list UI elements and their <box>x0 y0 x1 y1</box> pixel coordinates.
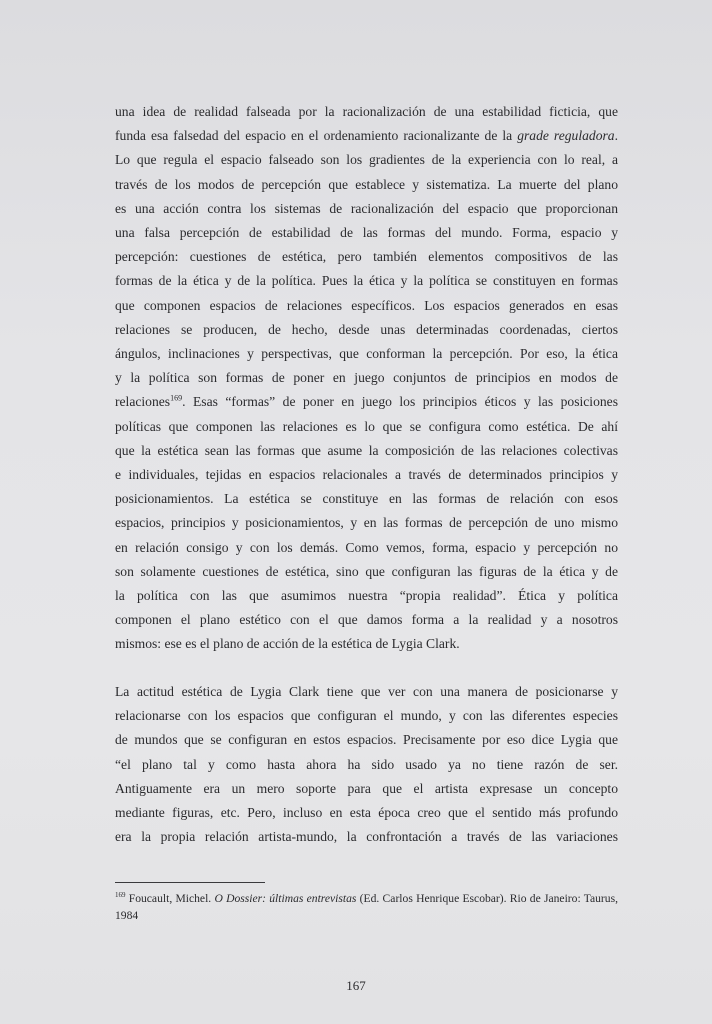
text-line: funda esa falsedad del espacio en el ordenamiento racionalizante de la grade reguladora. <box>115 128 618 144</box>
text-line: y la política son formas de poner en juego conjuntos de principios en modos de <box>115 370 618 386</box>
text-line: través de los modos de percepción que establece y sistematiza. La muerte del plano <box>115 176 618 192</box>
text-line: que componen espacios de relaciones específicos. Los espacios generados en esas <box>115 297 618 313</box>
text-line: percepción: cuestiones de estética, pero también elementos compositivos de las <box>115 249 618 265</box>
footnote <box>115 890 618 924</box>
page-number: 167 <box>346 978 366 993</box>
text-line: políticas que componen las relaciones es lo que se configura como estética. De ahí <box>115 418 618 434</box>
footnote-title: O Dossier: últimas entrevistas <box>214 892 357 905</box>
text-line: una idea de realidad falseada por la racionalización de una estabilidad ficticia, que <box>115 104 618 119</box>
text-line: es una acción contra los sistemas de racionalización del espacio que proporcionan <box>115 200 618 216</box>
text-line: mismos: ese es el plano de acción de la estética de Lygia Clark. <box>115 636 460 652</box>
text-line: que la estética sean las formas que asume la composición de las relaciones colectivas <box>115 442 618 458</box>
footnote-reference[interactable]: 169 <box>170 393 183 403</box>
footnote-author: Foucault, Michel. <box>125 892 215 905</box>
text-line: la política con las que asumimos nuestra “propia realidad”. Ética y política <box>115 588 618 604</box>
text-line: una falsa percepción de estabilidad de las formas del mundo. Forma, espacio y <box>115 225 618 241</box>
text-line: son solamente cuestiones de estética, sino que configuran las figuras de la ética y de <box>115 563 618 579</box>
text-line: posicionamientos. La estética se constituye en las formas de relación con esos <box>115 491 618 507</box>
text-line: e individuales, tejidas en espacios relacionales a través de determinados principios y <box>115 467 618 483</box>
footnote-divider <box>115 882 265 883</box>
text-line: formas de la ética y de la política. Pues la ética y la política se constituyen en formas <box>115 273 618 289</box>
body-paragraph-1 <box>115 100 618 657</box>
text-line: La actitud estética de Lygia Clark tiene que ver con una manera de posicionarse y <box>115 684 618 699</box>
text-line: Lo que regula el espacio falseado son los gradientes de la experiencia con lo real, a <box>115 152 618 168</box>
text-line: relaciones se producen, de hecho, desde unas determinadas coordenadas, ciertos <box>115 321 618 337</box>
text-line: de mundos que se configuran en estos espacios. Precisamente por eso dice Lygia que <box>115 732 618 748</box>
text-line: en relación consigo y con los demás. Como vemos, forma, espacio y percepción no <box>115 539 618 555</box>
italic-term: grade reguladora <box>517 128 615 144</box>
text-line: espacios, principios y posicionamientos, y en las formas de percepción de uno mismo <box>115 515 618 531</box>
footnote-publication: (Ed. Carlos Henrique Escobar). Rio de Janeiro: Taurus, 1984 <box>115 892 618 922</box>
body-paragraph-2 <box>115 680 618 849</box>
text-line: componen el plano estético con el que damos forma a la realidad y a nosotros <box>115 612 618 628</box>
footnote-number: 169 <box>115 891 126 900</box>
text-line: relacionarse con los espacios que configuran el mundo, y con las diferentes especies <box>115 708 618 724</box>
text-line: Antiguamente era un mero soporte para que el artista expresase un concepto <box>115 780 618 796</box>
text-line: ángulos, inclinaciones y perspectivas, que conforman la percepción. Por eso, la ética <box>115 346 618 362</box>
text-line: relaciones$^{169}$. Esas “formas” de poner en juego los principios éticos y las posiciones <box>115 393 618 410</box>
text-line: era la propia relación artista-mundo, la confrontación a través de las variaciones <box>115 829 618 845</box>
text-line: “el plano tal y como hasta ahora ha sido usado ya no tiene razón de ser. <box>115 756 618 772</box>
text-line: mediante figuras, etc. Pero, incluso en esta época creo que el sentido más profundo <box>115 805 618 821</box>
